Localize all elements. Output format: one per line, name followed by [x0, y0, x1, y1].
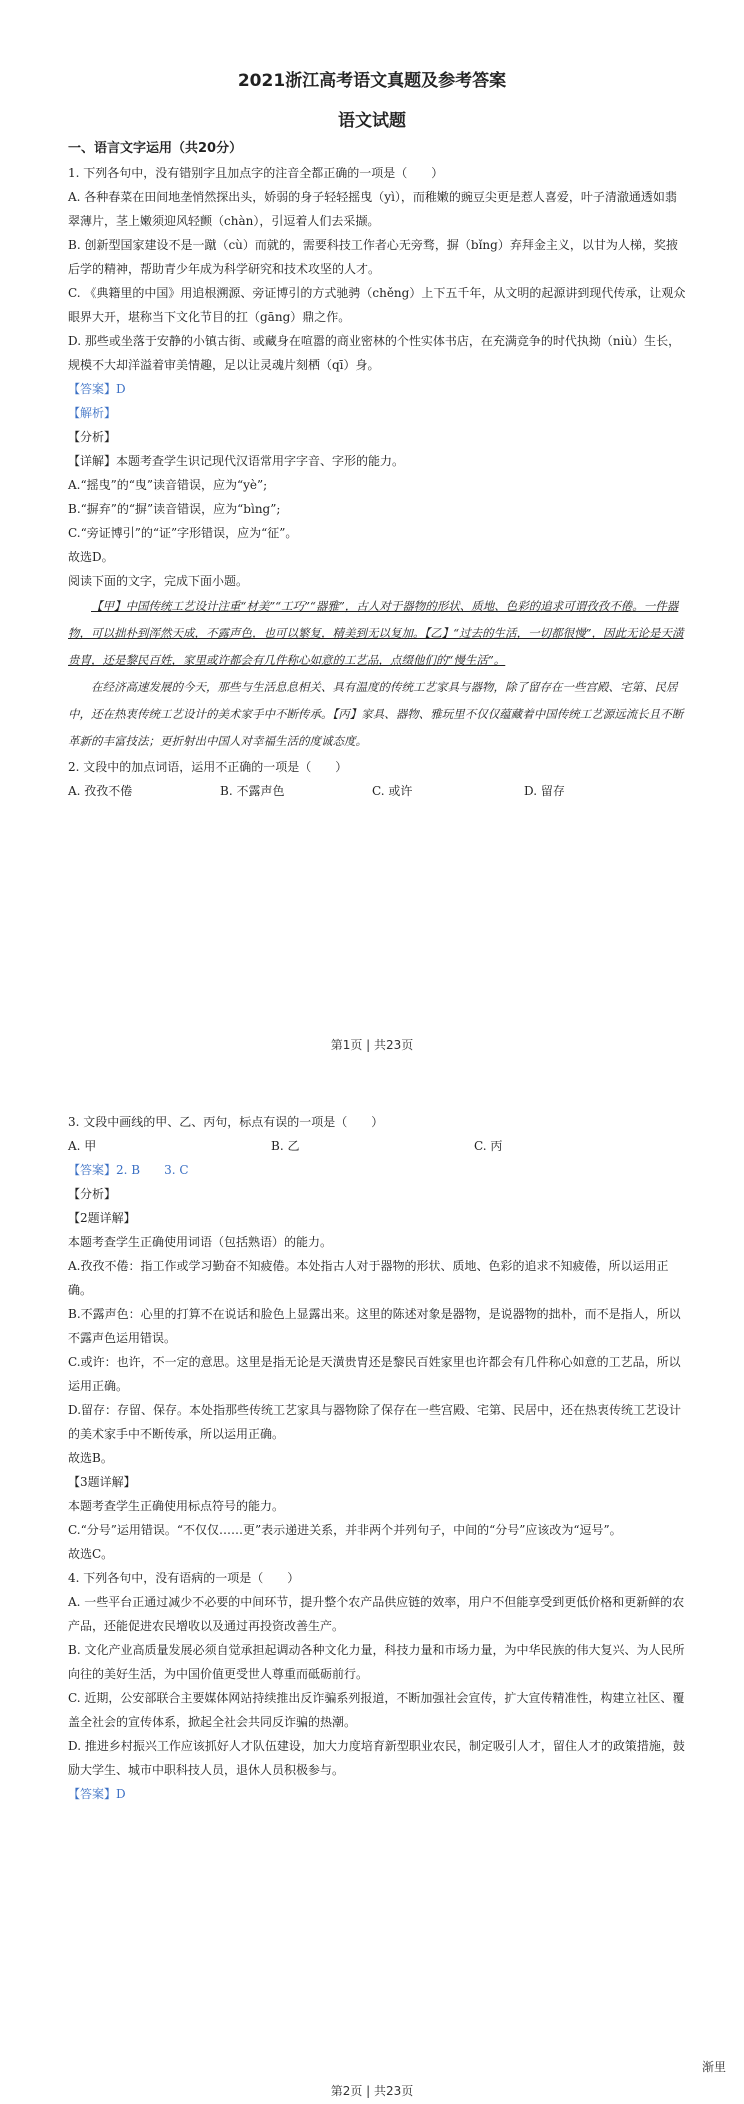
q1-explain-a: A.“摇曳”的“曳”读音错误，应为“yè”; — [68, 478, 268, 492]
q3-detail-c: C.“分号”运用错误。“不仅仅……更”表示递进关系，并非两个并列句子，中间的“分号”应该改为“逗号”。 — [68, 1523, 622, 1537]
q4-stem: 4. 下列各句中，没有语病的一项是（ ） — [68, 1571, 300, 1585]
q2-option-a: A. 孜孜不倦 — [68, 784, 133, 798]
page-footer-1: 第1页 | 共23页 — [330, 1038, 414, 1052]
corner-mark: 渐里 — [701, 2060, 726, 2074]
q2-option-b: B. 不露声色 — [220, 784, 285, 798]
q4-option-d: D. 推进乡村振兴工作应该抓好人才队伍建设，加大力度培育新型职业农民，制定吸引人才，留住人才的政策措施，鼓励大学生、城市中职科技人员，退休人员积极参与。 — [68, 1739, 685, 1777]
q2-detail-intro: 本题考查学生正确使用词语（包括熟语）的能力。 — [68, 1235, 333, 1249]
page-1-content — [68, 137, 686, 803]
reading-paragraph-1: 【甲】中国传统工艺设计注重“材美”“工巧”“器雅”，古人对于器物的形状、质地、色彩的追求可谓孜孜不倦。一件器物，可以拙朴到浑然天成，不露声色，也可以繁复，精美到无以复加。【乙】“过去的生活，一切都很慢”，因此无论是天潢贵胄，还是黎民百姓，家里或许都会有几件称心如意的工艺品，点缀他们的“慢生活”。 — [68, 599, 684, 667]
q3-options — [68, 1134, 686, 1158]
q1-explain-c: C.“旁证博引”的“证”字形错误，应为“征”。 — [68, 526, 298, 540]
q4-option-b: B. 文化产业高质量发展必须自觉承担起调动各种文化力量，科技力量和市场力量，为中华民族的伟大复兴、为人民所向往的美好生活，为中国价值更受世人尊重而砥砺前行。 — [68, 1643, 685, 1681]
q4-option-c: C. 近期，公安部联合主要媒体网站持续推出反诈骗系列报道，不断加强社会宣传，扩大宣传精准性，构建立社区、覆盖全社会的宣传体系，掀起全社会共同反诈骗的热潮。 — [68, 1691, 685, 1729]
q2-conclusion: 故选B。 — [68, 1451, 113, 1465]
q1-stem: 1. 下列各句中，没有错别字且加点字的注音全都正确的一项是（ ） — [68, 166, 444, 180]
q2-detail-b: B.不露声色：心里的打算不在说话和脸色上显露出来。这里的陈述对象是器物，是说器物的拙朴，而不是指人，所以不露声色运用错误。 — [68, 1307, 681, 1345]
q1-fenxi-label: 【分析】 — [68, 430, 117, 444]
q3-option-a: A. 甲 — [68, 1139, 97, 1153]
page-title: 2021浙江高考语文真题及参考答案 — [237, 71, 507, 91]
q1-option-b: B. 创新型国家建设不是一蹴（cù）而就的，需要科技工作者心无旁骛，摒（bǐng）弃拜金主义，以甘为人梯，奖掖后学的精神，帮助青少年成为科学研究和技术攻坚的人才。 — [68, 238, 678, 276]
reading-paragraph-2: 在经济高速发展的今天，那些与生活息息相关、具有温度的传统工艺家具与器物，除了留存在一些宫殿、宅第、民居中，还在热衷传统工艺设计的美术家手中不断传承。【丙】家具、器物、雅玩里不仅仅蕴藏着中国传统工艺源远流长且不断革新的丰富技法；更折射出中国人对幸福生活的度诚态度。 — [68, 680, 684, 748]
q1-answer: 【答案】D — [68, 382, 126, 396]
q4-answer: 【答案】D — [68, 1787, 126, 1801]
q2-detail-a: A.孜孜不倦：指工作或学习勤奋不知疲倦。本处指古人对于器物的形状、质地、色彩的追求不知疲倦，所以运用正确。 — [68, 1259, 669, 1297]
q2-detail-d: D.留存：存留、保存。本处指那些传统工艺家具与器物除了保存在一些宫殿、宅第、民居中，还在热衷传统工艺设计的美术家手中不断传承，所以运用正确。 — [68, 1403, 682, 1441]
q2-detail-c: C.或许：也许，不一定的意思。这里是指无论是天潢贵胄还是黎民百姓家里也许都会有几件称心如意的工艺品，所以运用正确。 — [68, 1355, 681, 1393]
page-footer-2: 第2页 | 共23页 — [330, 2084, 414, 2098]
q1-conclusion: 故选D。 — [68, 550, 114, 564]
section-heading: 一、语言文字运用（共20分） — [68, 141, 243, 156]
q3-conclusion: 故选C。 — [68, 1547, 114, 1561]
q2-option-d: D. 留存 — [524, 784, 565, 798]
q1-detail: 【详解】本题考查学生识记现代汉语常用字字音、字形的能力。 — [68, 454, 405, 468]
q1-option-d: D. 那些或坐落于安静的小镇古街、或藏身在喧嚣的商业密林的个性实体书店，在充满竞争的时代执拗（niù）生长，规模不大却洋溢着审美情趣，足以让灵魂片刻栖（qī）身。 — [68, 334, 681, 372]
q2-option-c: C. 或许 — [372, 784, 413, 798]
q2-options — [68, 779, 686, 803]
q3-option-b: B. 乙 — [271, 1139, 300, 1153]
q1-option-c: C. 《典籍里的中国》用追根溯源、旁证博引的方式驰骋（chěng）上下五千年，从文明的起源讲到现代传承，让观众眼界大开，堪称当下文化节目的扛（gāng）鼎之作。 — [68, 286, 686, 324]
q3-option-c: C. 丙 — [474, 1139, 503, 1153]
page-2-content — [68, 1110, 686, 1806]
q1-jiexi-label: 【解析】 — [68, 406, 117, 420]
reading-intro: 阅读下面的文字，完成下面小题。 — [68, 574, 249, 588]
q3-answer: 【答案】2. B 3. C — [68, 1163, 189, 1177]
q3-detail-heading: 【3题详解】 — [68, 1475, 136, 1489]
page-subtitle: 语文试题 — [338, 111, 406, 131]
q1-explain-b: B.“摒弃”的“摒”读音错误，应为“bìng”; — [68, 502, 281, 516]
q1-option-a: A. 各种春菜在田间地垄悄然探出头，娇弱的身子轻轻摇曳（yì），而稚嫩的豌豆尖更是惹人喜爱，叶子清澈通透如翡翠薄片，茎上嫩须迎风轻颤（chàn），引逗着人们去采撷。 — [68, 190, 677, 228]
q3-fenxi-label: 【分析】 — [68, 1187, 117, 1201]
q2-stem: 2. 文段中的加点词语，运用不正确的一项是（ ） — [68, 760, 348, 774]
q2-detail-heading: 【2题详解】 — [68, 1211, 136, 1225]
q3-stem: 3. 文段中画线的甲、乙、丙句，标点有误的一项是（ ） — [68, 1115, 384, 1129]
q4-option-a: A. 一些平台正通过减少不必要的中间环节，提升整个农产品供应链的效率，用户不但能享受到更低价格和更新鲜的农产品，还能促进农民增收以及通过再投资改善生产。 — [68, 1595, 685, 1633]
q3-detail-intro: 本题考查学生正确使用标点符号的能力。 — [68, 1499, 285, 1513]
